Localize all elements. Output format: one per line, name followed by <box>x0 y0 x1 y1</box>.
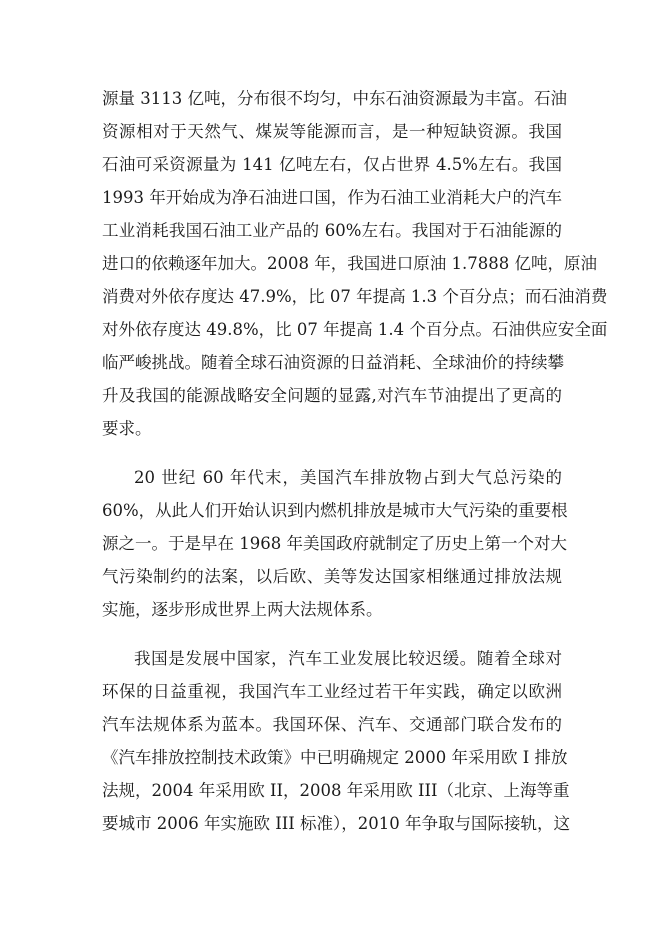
text-line: 要城市 2006 年实施欧 III 标准），2010 年争取与国际接轨，这 <box>102 814 571 833</box>
text-line: 石油可采资源量为 141 亿吨左右，仅占世界 4.5%左右。我国 <box>102 155 562 174</box>
text-line: 对外依存度达 49.8%，比 07 年提高 1.4 个百分点。石油供应安全面 <box>102 320 608 339</box>
text-line: 气污染制约的法案，以后欧、美等发达国家相继通过排放法规 <box>102 567 562 586</box>
text-line: 工业消耗我国石油工业产品的 60%左右。我国对于石油能源的 <box>102 221 562 240</box>
text-line: 《汽车排放控制技术政策》中已明确规定 2000 年采用欧 I 排放 <box>102 748 568 767</box>
text-line: 消费对外依存度达 47.9%，比 07 年提高 1.3 个百分点；而石油消费 <box>102 287 608 306</box>
text-line: 资源相对于天然气、煤炭等能源而言，是一种短缺资源。我国 <box>102 122 562 141</box>
text-line: 要求。 <box>102 419 152 438</box>
text-line: 源之一。于是早在 1968 年美国政府就制定了历史上第一个对大 <box>102 534 567 553</box>
text-line: 升及我国的能源战略安全问题的显露,对汽车节油提出了更高的 <box>102 386 562 405</box>
text-line: 1993 年开始成为净石油进口国，作为石油工业消耗大户的汽车 <box>102 188 562 207</box>
text-line: 60%，从此人们开始认识到内燃机排放是城市大气污染的重要根 <box>102 501 568 520</box>
text-line: 实施，逐步形成世界上两大法规体系。 <box>102 600 383 619</box>
text-line: 汽车法规体系为蓝本。我国环保、汽车、交通部门联合发布的 <box>102 715 562 734</box>
text-line: 源量 3113 亿吨，分布很不均匀，中东石油资源最为丰富。石油 <box>102 89 567 108</box>
text-line-indented: 20 世纪 60 年代末，美国汽车排放物占到大气总污染的 <box>134 468 562 487</box>
text-line: 法规，2004 年采用欧 II，2008 年采用欧 III（北京、上海等重 <box>102 781 570 800</box>
text-line: 临严峻挑战。随着全球石油资源的日益消耗、全球油价的持续攀 <box>102 353 564 372</box>
text-line: 环保的日益重视，我国汽车工业经过若干年实践，确定以欧洲 <box>102 682 562 701</box>
text-line: 进口的依赖逐年加大。2008 年，我国进口原油 1.7888 亿吨，原油 <box>102 254 597 273</box>
text-line-indented: 我国是发展中国家，汽车工业发展比较迟缓。随着全球对 <box>134 649 562 668</box>
